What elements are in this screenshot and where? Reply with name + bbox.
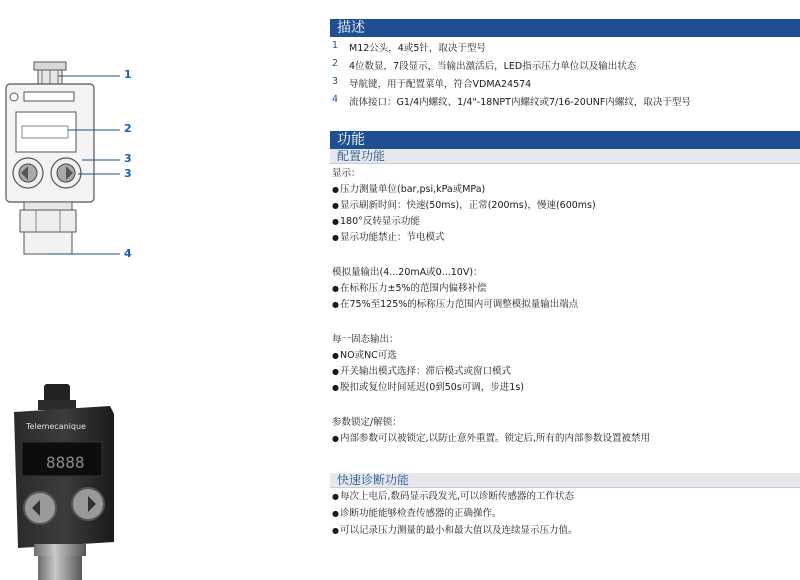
solid-output-item: ● NO或NC可选 xyxy=(332,350,397,362)
lock-item: ● 内部参数可以被锁定,以防止意外重置。锁定后,所有的内部参数设置被禁用 xyxy=(332,433,650,445)
functions-header: 功能 xyxy=(330,131,800,149)
solid-output-label: 每一固态输出： xyxy=(332,334,399,345)
analog-label: 模拟量输出(4...20mA或0...10V)： xyxy=(332,267,483,278)
callout-3a: 3 xyxy=(124,152,132,165)
display-item: ● 180°反转显示功能 xyxy=(332,216,420,228)
callout-2: 2 xyxy=(124,122,132,135)
photo-display-digits: 8888 xyxy=(46,453,85,472)
diagnostic-item: ● 诊断功能能够检查传感器的正确操作。 xyxy=(332,508,502,520)
product-illustrations xyxy=(0,0,330,580)
description-item xyxy=(332,76,800,90)
diagnostic-subheader: 快速诊断功能 xyxy=(330,473,800,488)
solid-output-item: ● 开关输出模式选择：滞后模式或窗口模式 xyxy=(332,366,511,378)
display-item: ● 压力测量单位(bar,psi,kPa或MPa) xyxy=(332,184,485,196)
analog-item: ● 在标称压力±5%的范围内偏移补偿 xyxy=(332,283,487,295)
item-number: 3 xyxy=(332,76,339,87)
diagnostic-item: ● 可以记录压力测量的最小和最大值以及连续显示压力值。 xyxy=(332,525,578,537)
analog-item: ● 在75%至125%的标称压力范围内可调整模拟量输出端点 xyxy=(332,299,578,311)
sensor-line-drawing xyxy=(0,0,330,270)
description-list xyxy=(332,40,800,108)
diagnostic-item: ● 每次上电后,数码显示段发光,可以诊断传感器的工作状态 xyxy=(332,491,574,503)
item-number: 2 xyxy=(332,58,339,69)
item-number: 4 xyxy=(332,94,339,105)
item-text: 导航键，用于配置菜单，符合VDMA24574 xyxy=(349,79,532,90)
description-item xyxy=(332,40,800,54)
solid-output-item: ● 脱扣或复位时间延迟(0到50s可调，步进1s) xyxy=(332,382,524,394)
item-number: 1 xyxy=(332,40,339,51)
description-item xyxy=(332,94,800,108)
item-text: M12公头，4或5针，取决于型号 xyxy=(349,43,486,54)
callout-4: 4 xyxy=(124,247,132,260)
display-item: ● 显示刷新时间：快速(50ms)，正常(200ms)，慢速(600ms) xyxy=(332,200,596,212)
brand-label: Telemecanique xyxy=(26,422,86,431)
config-subheader: 配置功能 xyxy=(330,149,800,164)
product-photo xyxy=(10,384,130,580)
display-item: ● 显示功能禁止：节电模式 xyxy=(332,232,445,244)
description-header: 描述 xyxy=(330,19,800,37)
item-text: 4位数显，7段显示，当输出激活后，LED指示压力单位以及输出状态 xyxy=(349,61,637,72)
lock-label: 参数锁定/解锁： xyxy=(332,417,402,428)
description-item xyxy=(332,58,800,72)
item-text: 流体接口：G1/4内螺纹、1/4"-18NPT内螺纹或7/16-20UNF内螺纹，取决于型号 xyxy=(349,97,691,108)
callout-1: 1 xyxy=(124,68,132,81)
display-label: 显示： xyxy=(332,168,361,179)
callout-3b: 3 xyxy=(124,167,132,180)
